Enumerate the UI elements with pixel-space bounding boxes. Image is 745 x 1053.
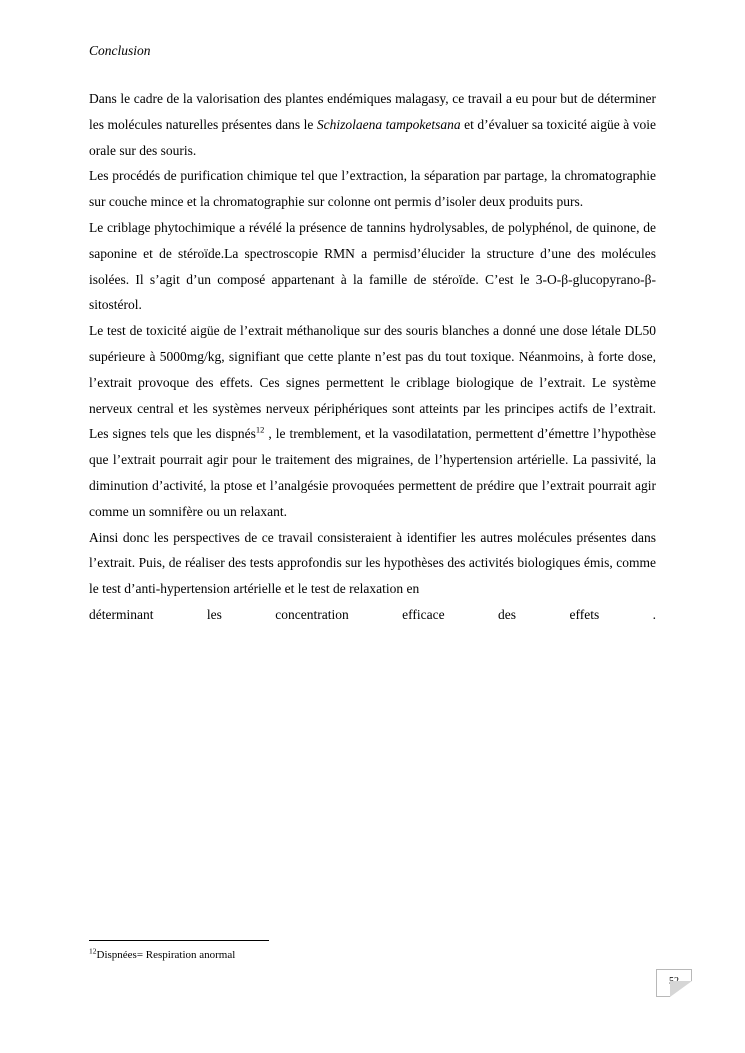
- paragraph-objective: [89, 86, 656, 163]
- paragraph-methods: Les procédés de purification chimique tel que l’extraction, la séparation par partage, la chromatographie sur couche mince et la chromatographie sur colonne ont permis d’isoler deux produits purs.: [89, 168, 656, 210]
- footnote-text: Dispnées= Respiration anormal: [96, 949, 236, 961]
- species-name: Schizolaena tampoketsana: [316, 116, 461, 132]
- page-curl-icon: [670, 981, 692, 997]
- body-text: [89, 86, 656, 628]
- page-number: 52: [669, 976, 679, 987]
- paragraph-perspectives-last-line: déterminant les concentration efficace des effets .: [89, 606, 656, 622]
- paragraph-phytochemistry: Le criblage phytochimique a révélé la présence de tannins hydrolysables, de polyphénol, de quinone, de saponine et de stéroïde.La spectroscopie RMN a permisd’élucider la structure d’une des molécules isolées. Il s’agit d’un composé appartenant à la famille de stéroïde. C’est le 3-O-β-glucopyrano-β-sitostérol.: [89, 219, 656, 313]
- footnote-reference: 12: [255, 424, 265, 435]
- paragraph-toxicity: [89, 318, 656, 524]
- page-number-badge: [656, 969, 692, 997]
- footnote-separator: [89, 940, 269, 941]
- paragraph-toxicity-text-end: , le tremblement, et la vasodilatation, permettent d’émettre l’hypothèse que l’extrait pourrait agir pour le traitement des migraines, de l’hypertension artérielle. La passivité, la diminution d’activité, la ptose et l’analgésie provoquées permettent de prédire que l’extrait pourrait agir comme un somnifère ou un relaxant.: [89, 426, 656, 519]
- footnote-number: 12: [89, 946, 97, 956]
- section-title: Conclusion: [89, 43, 151, 58]
- footnote: [89, 948, 235, 963]
- paragraph-objective-text-start: Dans le cadre de la valorisation des plantes endémiques malagasy, ce travail a eu pour but de déterminer les molécules naturelles présentes dans le: [89, 91, 656, 132]
- paragraph-objective-text-end: et d’évaluer sa toxicité aigüe à voie orale sur des souris.: [89, 116, 656, 158]
- paragraph-toxicity-text-start: Le test de toxicité aigüe de l’extrait méthanolique sur des souris blanches a donné une dose létale DL50 supérieure à 5000mg/kg, signifiant que cette plante n’est pas du tout toxique. Néanmoins, à forte dose, l’extrait provoque des effets. Ces signes permettent le criblage biologique de l’extrait. Le système nerveux central et les systèmes nerveux périphériques sont atteints par les principes actifs de l’extrait. Les signes tels que les dispnés: [89, 323, 656, 442]
- paragraph-perspectives: Ainsi donc les perspectives de ce travail consisteraient à identifier les autres molécules présentes dans l’extrait. Puis, de réaliser des tests approfondis sur les hypothèses des activités biologiques émis, comme le test d’anti-hypertension artérielle et le test de relaxation en: [89, 529, 656, 597]
